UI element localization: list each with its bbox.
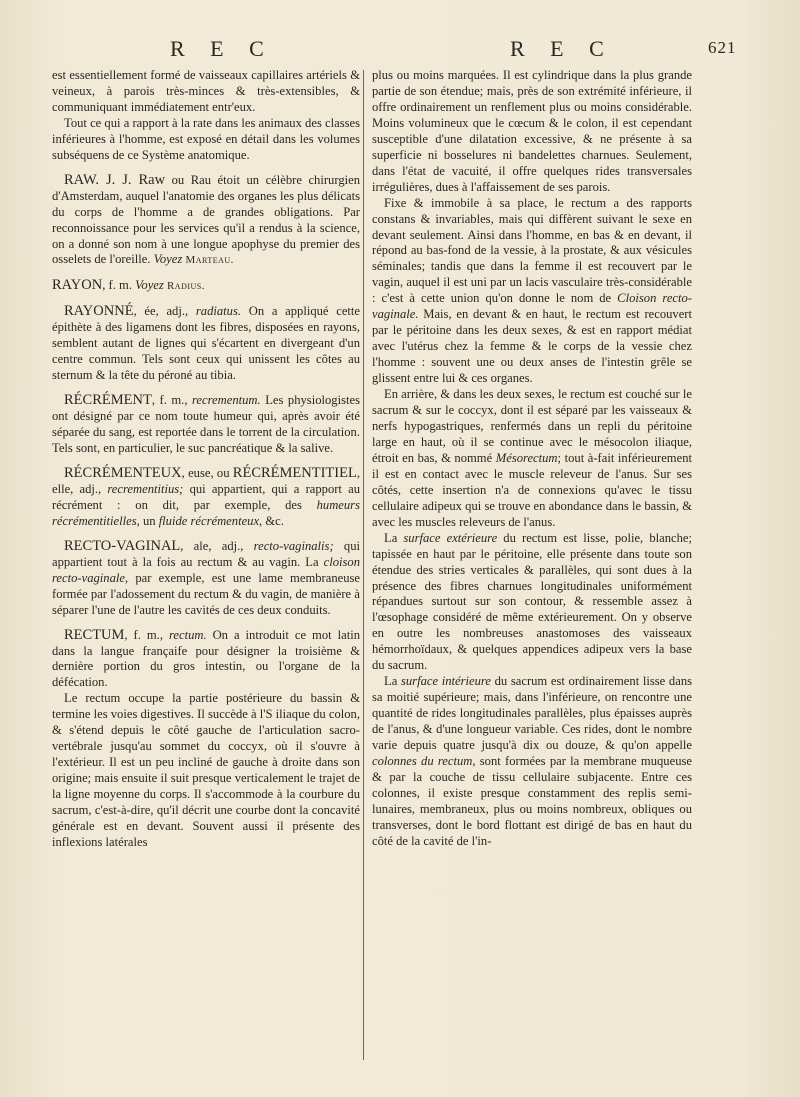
example: cloison recto-vaginale [52, 554, 360, 585]
left-column [52, 68, 360, 851]
paragraph: plus ou moins marquées. Il est cylindrique dans la plus grande partie de son étendue; mais, près de son extrémité inférieure, il offre ordinairement un renflement plus ou moins considérable. Moins volumineux que le cœcum & le colon, il est cependant susceptible d'une dilatation excessive, & ne présente à sa superficie ni bosselures ni bandelettes charnues. Seulement, dans l'état de vacuité, il offre quelques rides transversales irrégulières, dues à l'affaissement de ses parois. [372, 68, 692, 194]
paragraph-text: Fixe & immobile à sa place, le rectum a des rapports constans & invariables, mais qui diffèrent suivant le sexe en devant seulement. Ainsi dans l'homme, en bas & en devant, il répond au bas-fond de la vessie, à la prostate, & aux vésicules séminales; tandis que dans la femme il est recouvert par le vagin, auquel il est uni par un lacis vasculaire très-considérable : c'est à cette union qu'on donne le nom de [372, 195, 692, 306]
entry-text: , &c. [259, 513, 284, 528]
term: Cloison recto-vaginale. [372, 291, 692, 322]
headword: RAW. J. J. Raw [64, 171, 166, 188]
example: fluide récrémenteux [158, 513, 260, 528]
grammar: , elle, adj., [52, 465, 360, 496]
paragraph: Tout ce qui a rapport à la rate dans les animaux des classes inférieures à l'homme, est exposé en détail dans les volumes subséquens de ce Système anatomique. [52, 115, 360, 162]
grammar: , f. m., [151, 393, 192, 408]
entry-text: Les physiologistes ont désigné par ce nom toute humeur qui, après avoir été séparée du sang, est reportée dans le torrent de la circulation. Tels sont, en particulier, le suc pancréatique & la salive. [52, 393, 360, 456]
term: surface intérieure [400, 674, 491, 689]
latin-term: radiatus. [195, 304, 242, 319]
running-head [0, 36, 800, 64]
paragraph-text: , sont formées par la membrane muqueuse & par la couche de tissu cellulaire subjacente. Entre ces colonnes, il existe presque constamment des replis semi-lunaires, membraneux, plus ou moins nombreux, obliques ou transverses, dont le bord flottant est dirigé de bas en haut du côté de la cavité de l'in- [372, 753, 692, 848]
paragraph-text: En arrière, & dans les deux sexes, le rectum est couché sur le sacrum & sur le coccyx, dont il est séparé par les vaisseaux & nerfs hypogastriques, renfermés dans un repli du péritoine large en haut, où il se continue avec le mésocolon iliaque, étroit en bas, & nommé [372, 387, 692, 465]
entry-text: ou Rau étoit un célèbre chirurgien d'Amsterdam, auquel l'anatomie des organes les plus délicats du corps de l'homme a de grandes obligations. Par reconnoissance pour les services qu'il a rendus à la science, on a donné son nom à une longue apophyse du premier des osselets de l'oreille. [52, 172, 360, 267]
headword: RÉCRÉMENT [64, 392, 152, 409]
entry-recrementeux [52, 466, 360, 530]
grammar: , euse, ou [181, 465, 233, 480]
paragraph: est essentiellement formé de vaisseaux capillaires artériels & veineux, à parois très-minces & très-extensibles, & communiquant immédiatement entr'eux. [52, 68, 360, 114]
example: humeurs récrémentitielles [52, 497, 360, 528]
page-number: 621 [708, 38, 737, 57]
entry-rayonne [52, 304, 360, 384]
paragraph-text: Mais, en devant & en haut, le rectum est recouvert par le péritoine dans les deux sexes, & est en rapport médiat avec l'utérus chez la femme & le corps de la vessie chez l'homme : souvent une ou deux anses de l'intestin grêle se glissent entre lui & ces organes. [372, 307, 692, 386]
paragraph-text: La [384, 530, 404, 545]
latin-term: recrementitius; [107, 481, 184, 496]
headword: RAYON [52, 277, 103, 294]
grammar: , f. m., [124, 627, 169, 642]
paragraph-text: ; tout à-fait inférieurement il est en contact avec le muscle releveur de l'anus. Sur ses côtés, cette insertion n'a de connexions qu'avec le tissu cellulaire adipeux qui se trouve en abondance dans le bassin, & avec les muscles releveurs de l'anus. [372, 450, 692, 529]
grammar: , ale, adj., [180, 538, 254, 553]
entry-rectum [52, 628, 360, 692]
running-head-right: R E C [510, 36, 614, 61]
headword: RÉCRÉMENTEUX [64, 464, 182, 481]
headword: RECTUM [64, 626, 125, 643]
entry-text: On a introduit ce mot latin dans la langue françaife pour désigner la troisième & dernière portion du gros intestin, ou l'organe de la défécation. [52, 627, 361, 690]
entry-text: , f. m. [102, 278, 136, 293]
paragraph [372, 531, 692, 675]
right-column [372, 68, 692, 850]
headword: RÉCRÉMENTITIEL [232, 464, 357, 481]
paragraph [372, 674, 692, 849]
paragraph-text: du sacrum est ordinairement lisse dans sa moitié supérieure; mais, dans l'inférieure, on rencontre une quantité de rides longitudinales parallèles, plus épaisses auprès de l'anus, & d'une longueur variable. Ces rides, dont le nombre varie depuis quatre jusqu'à dix ou douze, & qu'on appelle [372, 674, 693, 753]
headword: RECTO-VAGINAL [64, 537, 181, 554]
see-ref: Voyez [153, 252, 183, 267]
entry-recrement [52, 393, 360, 457]
column-divider [363, 70, 364, 1060]
entry-rayon [52, 278, 360, 295]
running-head-left: R E C [170, 36, 274, 61]
term: surface extérieure [403, 530, 498, 545]
term: Mésorectum [495, 450, 558, 465]
paragraph-text: du rectum est lisse, polie, blanche; tapissée en haut par le péritoine, elle présente dans toute son étendue des stries verticales & parallèles, qui sont dues à la présence des fibres charnues longitudinales uniformément répandues surtout sur son contour, & ressemble assez à l'œsophage considéré de même extérieurement. On y observe en outre les nombreuses anastomoses des vaisseaux hémorrhoïdaux, & quelques appendices adipeux vers la base du sacrum. [372, 530, 692, 673]
cross-reference: Marteau. [185, 254, 234, 267]
grammar: , ée, adj., [133, 304, 196, 319]
paragraph: Le rectum occupe la partie postérieure du bassin & termine les voies digestives. Il succède à l'S iliaque du colon, & s'étend depuis le côté gauche de l'articulation sacro-vertébrale jusqu'au sommet du coccyx, où il s'ouvre à l'extérieur. Il est un peu incliné de gauche à droite dans son origine; mais ensuite il suit presque verticalement le trajet de la ligne moyenne du corps. Il s'accommode à la courbure du sacrum, c'est-à-dire, qu'il décrit une courbe dont la concavité générale est en devant. Souvent aussi il présente des inflexions latérales [52, 691, 360, 849]
entry-text: On a appliqué cette épithète à des ligamens dont les fibres, disposées en rayons, semblent autant de lignes qui s'écartent en divergeant d'un centre commun. Tels sont ceux qui unissent les côtes au sternum & la tête du péroné au tibia. [52, 304, 360, 383]
entry-text: qui appartient, qui a rapport au récrément : on dit, par exemple, des [52, 481, 360, 512]
paragraph-text: La [384, 674, 401, 689]
entry-recto-vaginal [52, 539, 360, 619]
term: colonnes du rectum [372, 753, 473, 768]
entry-text: , par exemple, est une lame membraneuse formée par l'adossement du rectum & du vagin, de manière à séparer l'une de l'autre les cavités de ces deux conduits. [52, 570, 360, 617]
entry-raw [52, 173, 360, 270]
latin-term: recrementum. [192, 393, 261, 408]
latin-term: rectum. [168, 627, 207, 642]
see-ref: Voyez [135, 278, 164, 293]
paragraph [372, 196, 692, 387]
latin-term: recto-vaginalis; [253, 538, 334, 553]
cross-reference: Radius. [166, 280, 206, 293]
headword: RAYONNÉ [64, 303, 134, 320]
entry-text: , un [136, 513, 159, 528]
paragraph [372, 387, 692, 531]
entry-text: qui appartient tout à la fois au rectum & au vagin. La [52, 538, 360, 569]
